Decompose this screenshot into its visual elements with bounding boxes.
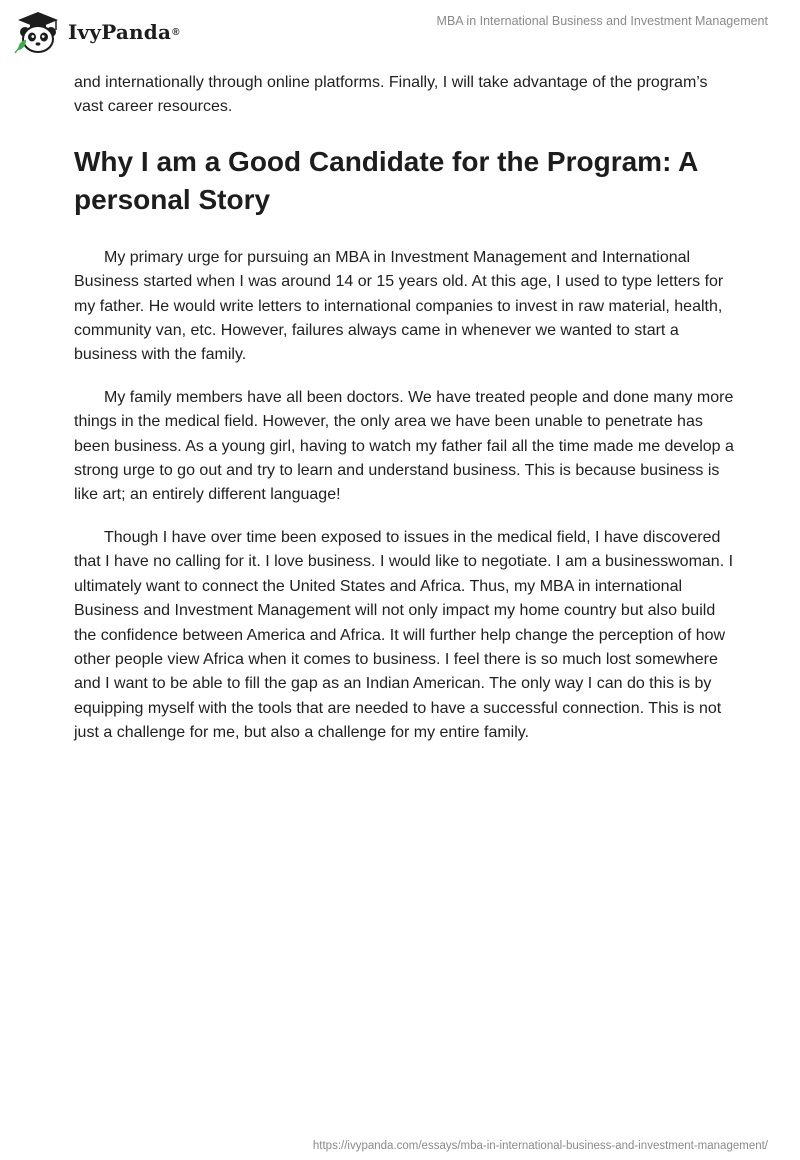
registered-mark: ® [172, 26, 180, 38]
source-url[interactable]: https://ivypanda.com/essays/mba-in-international-business-and-investment-management/ [312, 1140, 768, 1152]
continuation-paragraph: and internationally through online platforms. Finally, I will take advantage of the program’s vast career resources. [74, 74, 708, 116]
panda-graduate-icon [12, 10, 64, 54]
section-heading: Why I am a Good Candidate for the Program: A personal Story [74, 145, 698, 215]
paragraph: My family members have all been doctors. We have treated people and done many more things in the medical field. However, the only area we have been unable to penetrate has been business. As a young girl, having to watch my father fail all the time made me develop a strong urge to go out and try to learn and understand business. This is because business is like art; an entirely different language! [74, 388, 734, 504]
brand-name: IvyPanda [68, 20, 172, 44]
document-title: MBA in International Business and Investment Management [436, 14, 768, 28]
ivypanda-logo[interactable] [12, 10, 180, 54]
page-header [0, 0, 800, 64]
article-body [74, 71, 734, 764]
paragraph: Though I have over time been exposed to issues in the medical field, I have discovered that I have no calling for it. I love business. I would like to negotiate. I am a businesswoman. I ultimately want to connect the United States and Africa. Thus, my MBA in international Business and Investment Management will not only impact my home country but also build the confidence between America and Africa. It will further help change the perception of how other people view Africa when it comes to business. I feel there is so much lost somewhere and I want to be able to fill the gap as an Indian American. The only way I can do this is by equipping myself with the tools that are needed to have a successful connection. This is not just a challenge for me, but also a challenge for my entire family. [74, 528, 734, 742]
paragraph: My primary urge for pursuing an MBA in Investment Management and International Business started when I was around 14 or 15 years old. At this age, I used to type letters for my father. He would write letters to international companies to invest in raw material, health, community van, etc. However, failures always came in whenever we wanted to start a business with the family. [74, 248, 724, 364]
